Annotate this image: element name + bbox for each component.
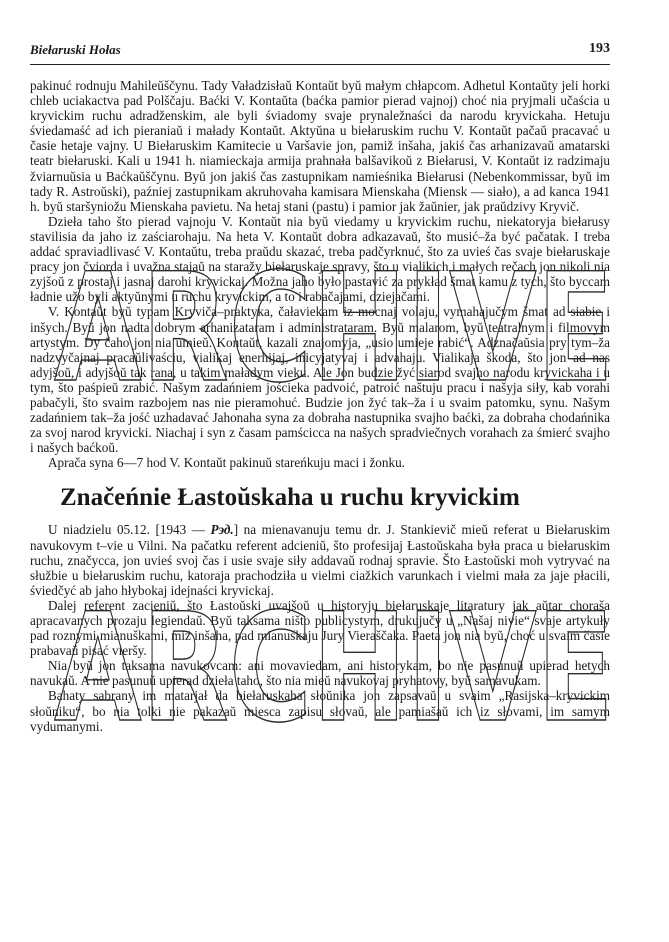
paragraph: Aprača syna 6—7 hod V. Kontaŭt pakinuŭ stareńkuju maci i žonku. [48,455,405,471]
running-title: Biełaruski Hołas [30,42,121,57]
paragraph [30,522,610,597]
paragraph: Bahaty sabrany im matarjał da biełaruskaha słoŭnika jon zapsavaŭ u svaim „Rasijska–kryvickim słoŭniku“, bo nia tolki nie pakazaŭ miesca zapisu słovaŭ, ale pamiašaŭ ich iz słovami, im samym vydumanymi. [30,688,610,734]
editorial-note: Рэд. [210,522,234,538]
watermark-text-lower: ARCHIVE [54,582,614,756]
section-heading: Značeńnie Łastoŭskaha u ruchu kryvickim [60,484,520,512]
paragraph: Dzieła taho što pierad vajnoju V. Kontaŭt nia byŭ viedamy u kryvickim ruchu, niekatoryja biełarusy stavilisia da jaho iz zaściarohaju. Na heta V. Kontaŭt dobra adkazavaŭ, što musić–ža być pačatak. I treba addać spraviadlivasć V. Kontaŭtu, treba praŭdu skazać, treba padčyrknuć, što za uvieś čas svaje biełaruskaje pracy jon čviorda i uvažna stajaŭ na staražy biełaruskaje spravy, što u vialikich i małych rečach jon nikoli nia zyjšoŭ z prostaj i jasnaj darohi kryvickaj. Možna jaho było pastavić za prykład šmat kamu z tych, što byccam ładnie užo byli aktyŭnymi u ruchu kryvickim, a to i rabačajami, dziejačami. [30,213,610,305]
paragraph: V. Kontaŭt byŭ typam Kryviča–praktyka, čałaviekam iz mocnaj volaju, vymahajučym šmat ad siabie i inšych. Byŭ jon nadta dobrym arhanizataram i administrataram. Byŭ malarom, byŭ teatralnym i filmovym artystym. Dy čaho jon nia umieŭ. Kontaŭt, kazali znajomyja, „usio umieje rabić“. Adznačaŭsia pry tym–ža nadzvyčajnaj pracaŭlivaściu, vialikaj enerhijaj, inicyjatyvaj i advahaju. Vialikaja škoda, što jon ad nas adyjšoŭ, i adyjšoŭ tak rana, u takim maładym vieku. Ale Jon budzie žyć siarod svajho narodu kryvickaha i u tym, što paśpieŭ zrabić. Našym zadańniem jościeka padvoić, patroić naštuju pracu i našyja siły, kab vorahi pabačyli, što svaim razbojem nas nie pieramohuć. Budzie jon žyć tak–ža i u svaim patomku, synu. Našym zadańniem tak–ža jość uzhadavać Jahonaha syna za dobraha nastupnika svajho baćki, za dobraha chodańnika za svoj narod kryvicki. Niachaj i syn z časam pamścicca na našych spradviečnych vorahach za śmierć svajho i našych baćkoŭ. [30,304,610,456]
page-number: 193 [589,41,610,56]
paragraph: Dalej referent zacieniŭ, što Łastoŭski uvajšoŭ u historyju biełaruskaje litaratury jak aŭtar choraša apracavanych prozaju legiendaŭ. Byŭ taksama ništo publicystym, drukujučy u „Našaj nivie“ svaje artykuły pad roznymi mianuškami, miž inšaha, pad mianuškaju Jury Vieraščaka. Paeta jon nia byŭ, choć u svaim časie prabavaŭ pisać vieršy. [30,597,610,659]
paragraph: pakinuć rodnuju Mahileŭščynu. Tady Vaładzisłaŭ Kontaŭt byŭ małym chłapcom. Adhetul Kontaŭty jeli horki chleb uciakactva pad Polščaju. Baćki V. Kontaŭta (baćka pamior pierad vajnoj) choć nia pryjmali učaścia u kryvickim ruchu adradženskim, ale byli śviadomy svaje prynaležnaści da narodu kryvickaha. Hetuju śviedamaść ad ich pieraniaŭ i małady Kontaŭt. Aktyŭna u biełaruskim ruchu V. Kontaŭt pačaŭ pracavać u časie hetaje vajny. U Biełaruskim Kamitecie u Varšavie jon, pamiž inšaha, jakiś čas arhanizavaŭ amatarski teatr biełaruski. Kali u 1941 h. niamieckaja armija prahnała balšavikoŭ z Biełarusi, V. Kontaŭt iz radzimaju žviarnuŭsia u Baćkaŭščynu. Byŭ jon jakiś čas zastupnikam namieśnika Biełarusi (Nebenkommissar, byŭ im tady R. Astroŭski), paźniej zastupnikam akruhovaha kamisara Mienskaha (Miensk — siało), a ad kanca 1941 h. byŭ staršyniožu Mienskaha pavietu. Na hetaj stani (pastu) i pamior jak žaŭnier, jak praŭdzivy Kryvič. [30,78,610,214]
paragraph-text: ] na mienavanuju temu dr. J. Stankievič mieŭ referat u Biełaruskim navukovym t–vie u Vilni. Na pačatku referent adcieniŭ, što profesijaj Łastoŭskaha była praca u biełaruskim ruchu, značycca, jon uvieś svoj čas i usie svaje siły addavaŭ rodnaj spravie. Što Łastoŭski moh vytryvać na słužbie u biełaruskim ruchu, katoraja prachodziła u vielmi ciažkich varunkach i vielmi mała za jaje płacili, śviedčyć ab jaho hłybokaj idejnaści kryvickaj. [30,522,611,598]
article-body [30,78,610,734]
page-header [30,38,610,65]
watermark-text-upper: ARCHIVE [54,242,614,416]
paragraph-text: U niadzielu 05.12. [1943 — [48,522,211,538]
paragraph: Nia byŭ jon taksama navukovcam: ani movaviedam, ani historykam, bo nie pasunuŭ upierad hetych navukaŭ. A nie pasunuŭ upierad dzieła taho, što nia mieŭ navukovaj pryhatovy, byŭ samavukam. [30,658,610,689]
